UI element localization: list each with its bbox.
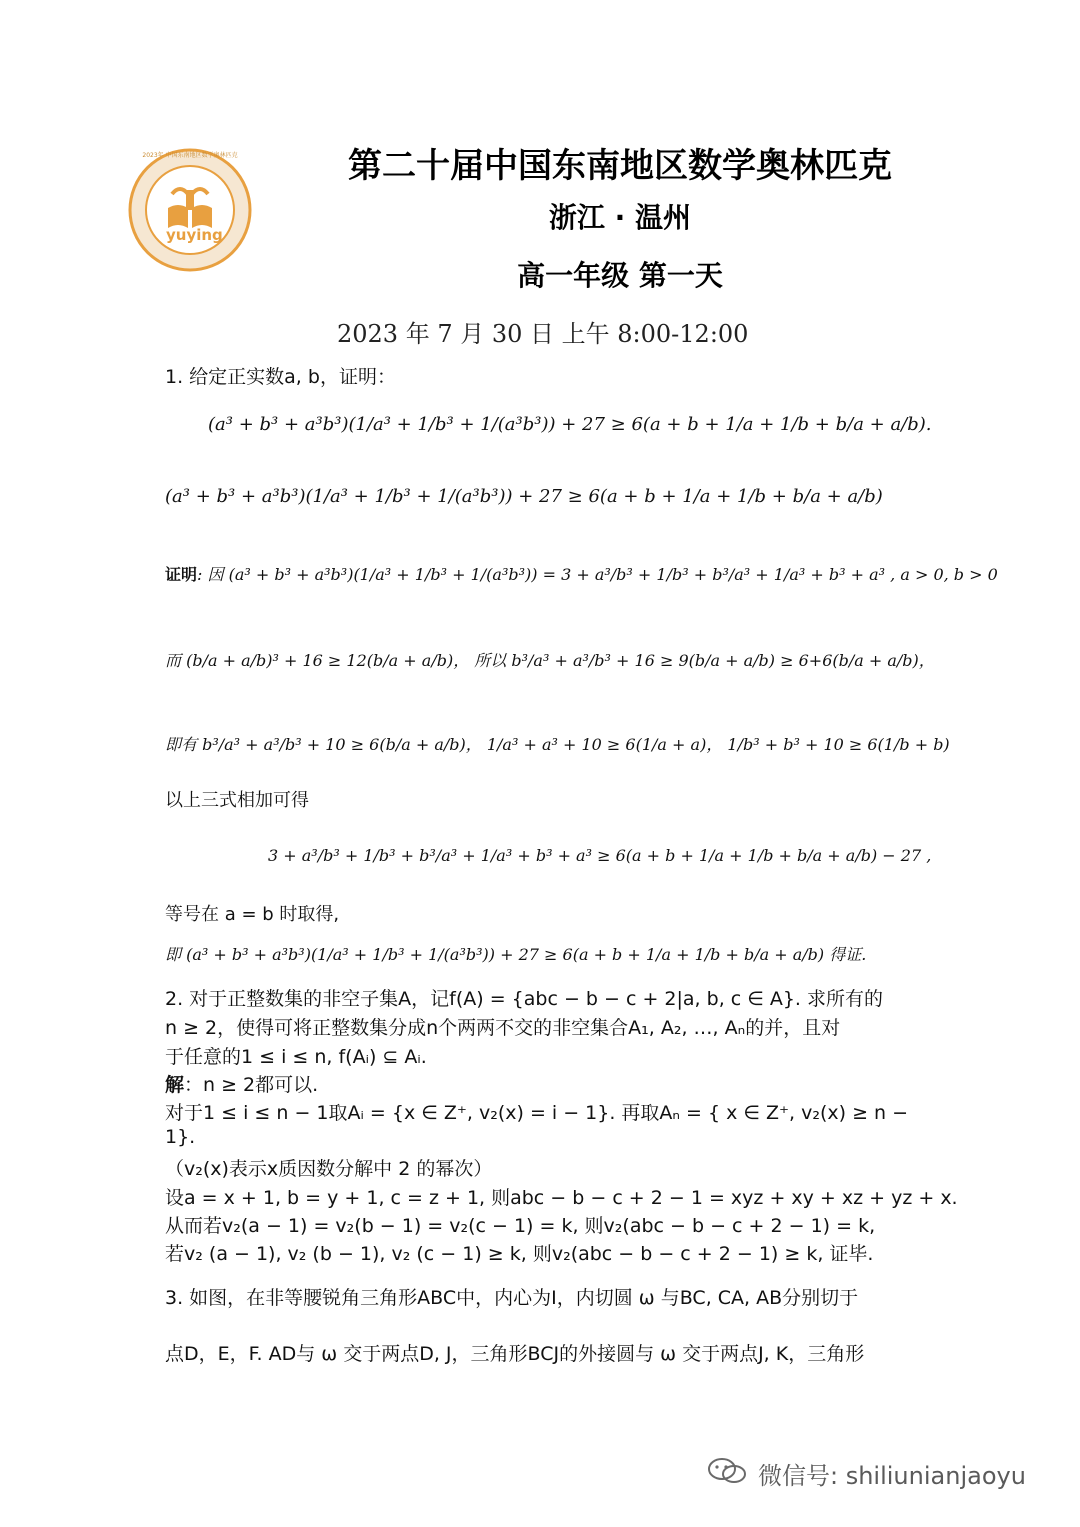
logo-text: yuying: [166, 226, 223, 244]
page-title: 第二十届中国东南地区数学奥林匹克: [348, 146, 892, 186]
exam-date: 2023 年 7 月 30 日 上午 8:00-12:00: [337, 320, 749, 348]
proof-line-6: 等号在 a = b 时取得,: [165, 904, 340, 925]
problem-2-line-10: 若v₂ (a − 1), v₂ (b − 1), v₂ (c − 1) ≥ k, 则v₂(abc − b − c + 2 − 1) ≥ k, 证毕.: [165, 1243, 874, 1265]
logo-ring-text: 2023年 中国东南地区数学奥林匹克: [142, 152, 238, 159]
problem-3-line-1: 3. 如图，在非等腰锐角三角形ABC中，内心为I，内切圆 ω 与BC, CA, AB分别切于: [165, 1287, 859, 1309]
problem-3-line-2: 点D，E，F. AD与 ω 交于两点D, J，三角形BCJ的外接圆与 ω 交于两点J, K，三角形: [165, 1343, 865, 1365]
problem-2-line-3: 于任意的1 ≤ i ≤ n, f(Aᵢ) ⊆ Aᵢ.: [165, 1046, 427, 1068]
problem-2-answer: [165, 1070, 318, 1097]
problem-1-formula-repeat: (a³ + b³ + a³b³)(1/a³ + 1/b³ + 1/(a³b³)) + 27 ≥ 6(a + b + 1/a + 1/b + b/a + a/b): [165, 486, 883, 507]
watermark-text: 微信号: shiliunianjaoyu: [758, 1462, 1026, 1490]
proof-line-7: 即 (a³ + b³ + a³b³)(1/a³ + 1/b³ + 1/(a³b³)) + 27 ≥ 6(a + b + 1/a + 1/b + b/a + a/b) 得证.: [165, 945, 867, 964]
problem-1-formula: (a³ + b³ + a³b³)(1/a³ + 1/b³ + 1/(a³b³)) + 27 ≥ 6(a + b + 1/a + 1/b + b/a + a/b).: [208, 414, 932, 435]
problem-2-line-1: 2. 对于正整数集的非空子集A，记f(A) = {abc − b − c + 2|a, b, c ∈ A}. 求所有的: [165, 988, 884, 1010]
proof-label: 证明: [165, 565, 198, 584]
problem-2-line-5: 对于1 ≤ i ≤ n − 1取Aᵢ = {x ∈ Z⁺, v₂(x) = i − 1}. 再取Aₙ = { x ∈ Z⁺, v₂(x) ≥ n −: [165, 1102, 909, 1124]
answer-label: 解: [165, 1074, 185, 1096]
proof-line-5: 3 + a³/b³ + 1/b³ + b³/a³ + 1/a³ + b³ + a³ ≥ 6(a + b + 1/a + 1/b + b/a + a/b) − 27 ,: [268, 846, 932, 865]
proof-line-2: 而 (b/a + a/b)³ + 16 ≥ 12(b/a + a/b)， 所以 b³/a³ + a³/b³ + 16 ≥ 9(b/a + a/b) ≥ 6+6(b/a + a/b)，: [165, 651, 935, 670]
proof-line-3: 即有 b³/a³ + a³/b³ + 10 ≥ 6(b/a + a/b)， 1/a³ + a³ + 10 ≥ 6(1/a + a)， 1/b³ + b³ + 10 ≥ 6(1/b + b): [165, 735, 950, 754]
wechat-icon: [706, 1456, 750, 1486]
location: 浙江 · 温州: [548, 201, 692, 234]
proof-line-1-text: : 因 (a³ + b³ + a³b³)(1/a³ + 1/b³ + 1/(a³b³)) = 3 + a³/b³ + 1/b³ + b³/a³ + 1/a³ + b³ + a³ , a > 0, b > 0: [197, 565, 998, 584]
grade-day: 高一年级 第一天: [517, 259, 723, 292]
proof-line-4: 以上三式相加可得: [165, 790, 309, 811]
problem-2-line-9: 从而若v₂(a − 1) = v₂(b − 1) = v₂(c − 1) = k, 则v₂(abc − b − c + 2 − 1) = k,: [165, 1215, 876, 1237]
answer-text: ：n ≥ 2都可以.: [184, 1074, 319, 1096]
problem-2-line-8: 设a = x + 1, b = y + 1, c = z + 1, 则abc − b − c + 2 − 1 = xyz + xy + xz + yz + x.: [165, 1187, 958, 1209]
problem-1-statement: 1. 给定正实数a, b，证明：: [165, 366, 396, 388]
proof-line-1: [165, 562, 998, 585]
problem-2-line-7: （v₂(x)表示x质因数分解中 2 的幂次）: [165, 1158, 493, 1180]
problem-2-line-2: n ≥ 2，使得可将正整数集分成n个两两不交的非空集合A₁, A₂, …, Aₙ的并，且对: [165, 1017, 841, 1039]
problem-2-line-6: 1}.: [165, 1126, 196, 1148]
